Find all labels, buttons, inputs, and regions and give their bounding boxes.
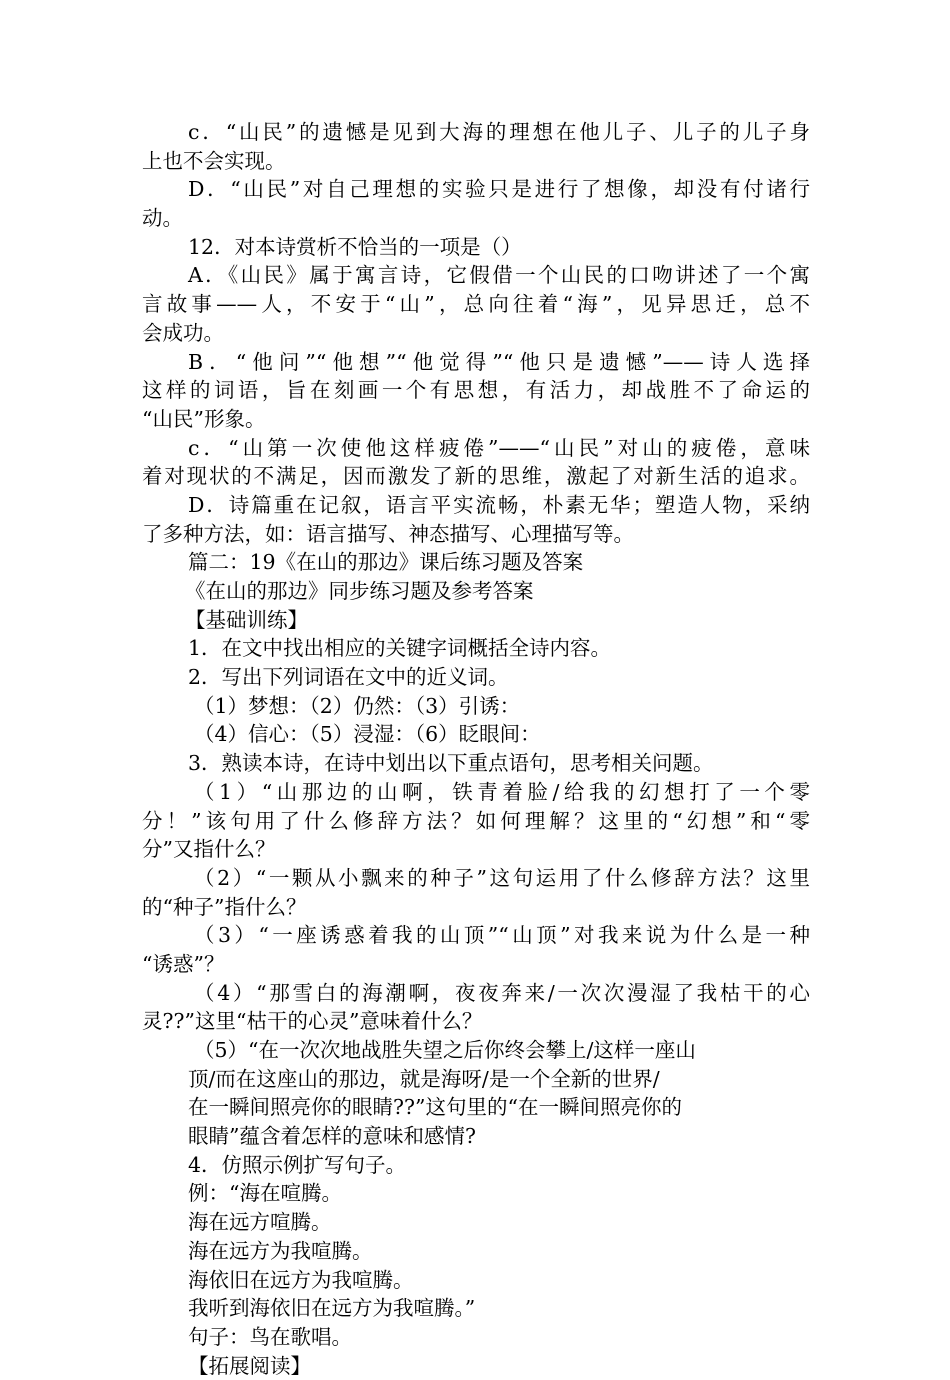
text-line: 海依旧在远方为我喧腾。 — [188, 1267, 414, 1292]
text-line: 动。 — [142, 206, 183, 231]
section-heading: 【基础训练】 — [185, 607, 308, 632]
text-line: 句子：鸟在歌唱。 — [188, 1324, 352, 1349]
text-line: 这样的词语，旨在刻画一个有思想，有活力，却战胜不了命运的 — [142, 378, 810, 403]
text-line: “诱惑”？ — [142, 951, 225, 976]
text-line: 我听到海依旧在远方为我喧腾。” — [188, 1296, 476, 1321]
text-line: 1．在文中找出相应的关键字词概括全诗内容。 — [188, 636, 612, 661]
text-line: 3．熟读本诗，在诗中划出以下重点语句，思考相关问题。 — [188, 751, 714, 776]
text-line: 灵??”这里“枯干的心灵”意味着什么？ — [142, 1009, 483, 1034]
section-heading: 【拓展阅读】 — [188, 1353, 311, 1378]
text-line: 分”又指什么？ — [142, 837, 276, 862]
text-line: 2．写出下列词语在文中的近义词。 — [188, 665, 509, 690]
text-line: A．《山民》属于寓言诗，它假借一个山民的口吻讲述了一个寓 — [188, 263, 810, 288]
text-line: D．“山民”对自己理想的实验只是进行了想像，却没有付诸行 — [188, 177, 810, 202]
text-line: 海在远方喧腾。 — [188, 1210, 332, 1235]
text-line: 上也不会实现。 — [142, 148, 286, 173]
text-line: （1）“山那边的山啊，铁青着脸/给我的幻想打了一个零 — [194, 779, 810, 804]
text-line: （2）“一颗从小飘来的种子”这句运用了什么修辞方法？这里 — [194, 865, 810, 890]
text-line: 着对现状的不满足，因而激发了新的思维，激起了对新生活的追求。 — [142, 464, 810, 489]
document-page — [142, 118, 810, 1380]
section-subtitle: 《在山的那边》同步练习题及参考答案 — [185, 579, 534, 603]
text-line: D．诗篇重在记叙，语言平实流畅，朴素无华；塑造人物，采纳 — [188, 492, 810, 517]
section-title: 篇二：19《在山的那边》课后练习题及答案 — [188, 550, 584, 575]
text-line: （5）“在一次次地战胜失望之后你终会攀上/这样一座山 — [194, 1038, 696, 1062]
text-line: 顶/而在这座山的那边，就是海呀/是一个全新的世界/ — [188, 1066, 660, 1091]
text-line: 言故事——人，不安于“山”，总向往着“海”，见异思迁，总不 — [142, 292, 810, 317]
text-line: 会成功。 — [142, 320, 224, 345]
text-line: “山民”形象。 — [142, 406, 266, 431]
text-line: （4）信心：（5）浸湿：（6）眨眼间： — [194, 722, 541, 747]
text-line: 例：“海在喧腾。 — [188, 1181, 342, 1206]
text-line: 海在远方为我喧腾。 — [188, 1238, 373, 1263]
text-line: （3）“一座诱惑着我的山顶”“山顶”对我来说为什么是一种 — [194, 923, 810, 948]
text-line: （4）“那雪白的海潮啊，夜夜奔来/一次次漫湿了我枯干的心 — [194, 980, 810, 1005]
text-line: 分！”该句用了什么修辞方法？如何理解？这里的“幻想”和“零 — [142, 808, 810, 833]
question-heading: 12．对本诗赏析不恰当的一项是（） — [188, 234, 522, 259]
text-line: 在一瞬间照亮你的眼睛??”这句里的“在一瞬间照亮你的 — [188, 1095, 682, 1120]
text-line: 眼睛”蕴含着怎样的意味和感情? — [188, 1124, 476, 1149]
text-line: B．“他问”“他想”“他觉得”“他只是遗憾”——诗人选择 — [188, 349, 810, 374]
text-line: 了多种方法，如：语言描写、神态描写、心理描写等。 — [142, 521, 634, 546]
text-line: （1）梦想：（2）仍然：（3）引诱： — [194, 693, 521, 718]
text-line: c．“山第一次使他这样疲倦”——“山民”对山的疲倦，意味 — [188, 435, 810, 460]
text-line: c．“山民”的遗憾是见到大海的理想在他儿子、儿子的儿子身 — [188, 120, 810, 144]
text-line: 的“种子”指什么？ — [142, 894, 307, 919]
text-line: 4．仿照示例扩写句子。 — [188, 1152, 407, 1177]
